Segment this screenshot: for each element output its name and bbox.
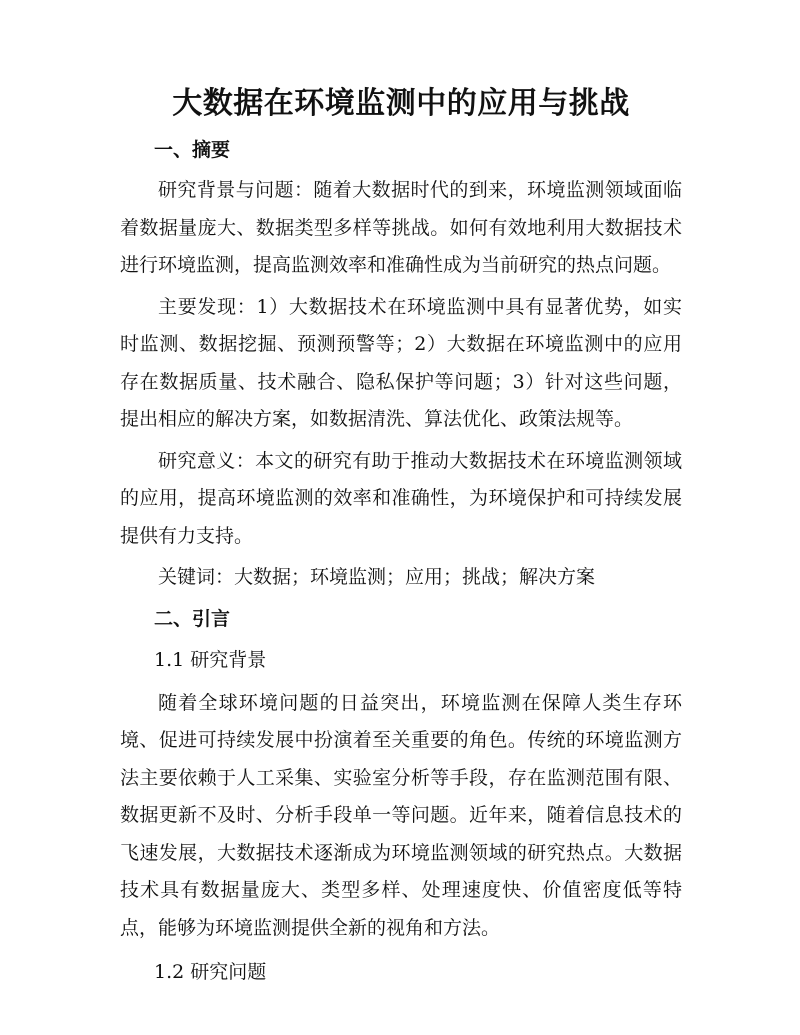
abstract-findings-paragraph: 主要发现：1）大数据技术在环境监测中具有显著优势，如实时监测、数据挖掘、预测预警等；2）大数据在环境监测中的应用存在数据质量、技术融合、隐私保护等问题；3）针对这些问题，提出相应的解决方案，如数据清洗、算法优化、政策法规等。 [120, 295, 682, 430]
background-paragraph: 随着全球环境问题的日益突出，环境监测在保障人类生存环境、促进可持续发展中扮演着至关重要的角色。传统的环境监测方法主要依赖于人工采集、实验室分析等手段，存在监测范围有限、数据更新不及时、分析手段单一等问题。近年来，随着信息技术的飞速发展，大数据技术逐渐成为环境监测领域的研究热点。大数据技术具有数据量庞大、类型多样、处理速度快、价值密度低等特点，能够为环境监测提供全新的视角和方法。 [120, 691, 682, 939]
document-title: 大数据在环境监测中的应用与挑战 [172, 86, 630, 121]
section-heading-abstract: 一、摘要 [154, 139, 231, 161]
keywords-paragraph: 关键词：大数据；环境监测；应用；挑战；解决方案 [158, 566, 596, 588]
subsection-heading-questions: 1.2 研究问题 [154, 961, 267, 983]
document-page [120, 84, 682, 997]
section-heading-introduction: 二、引言 [154, 607, 231, 630]
subsection-heading-background: 1.1 研究背景 [154, 648, 267, 671]
abstract-background-paragraph: 研究背景与问题：随着大数据时代的到来，环境监测领域面临着数据量庞大、数据类型多样等挑战。如何有效地利用大数据技术进行环境监测，提高监测效率和准确性成为当前研究的热点问题。 [120, 179, 682, 276]
abstract-significance-paragraph: 研究意义：本文的研究有助于推动大数据技术在环境监测领域的应用，提高环境监测的效率和准确性，为环境保护和可持续发展提供有力支持。 [120, 449, 682, 547]
